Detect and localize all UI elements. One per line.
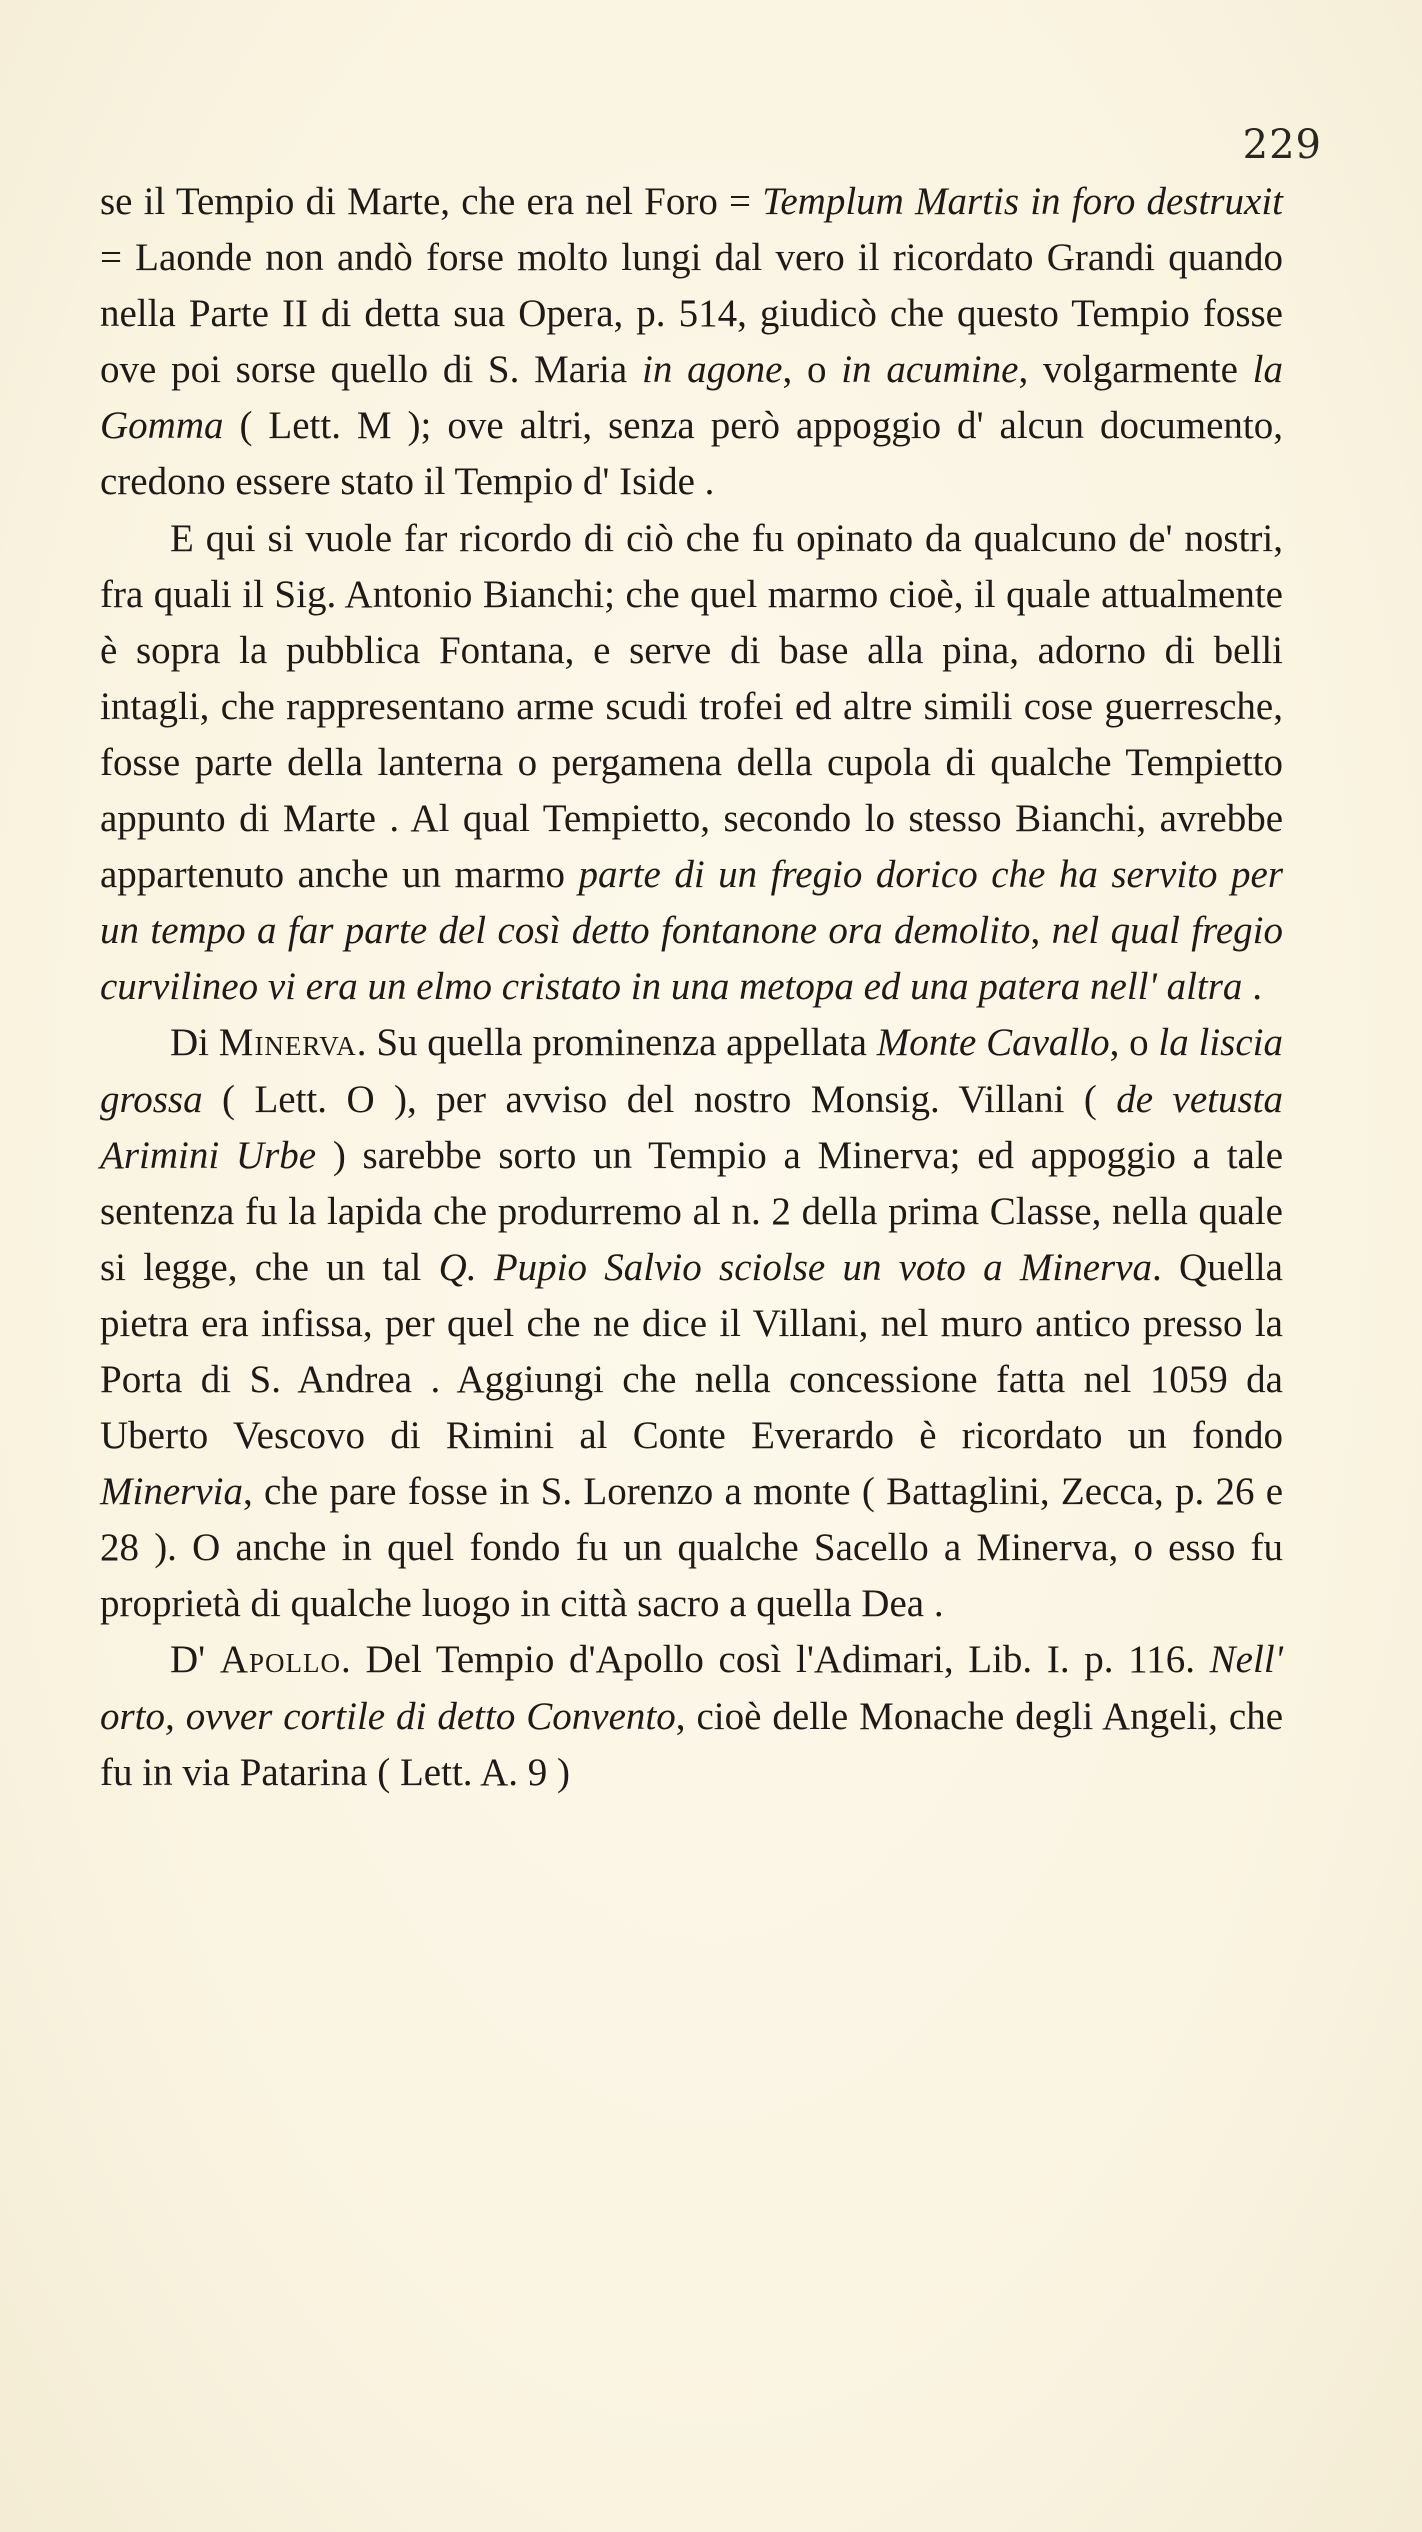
italic-text: Templum Martis in foro destruxit	[762, 180, 1283, 223]
small-caps-heading: Apollo	[219, 1638, 342, 1682]
text-run: se il Tempio di Marte, che era nel Foro =	[100, 180, 763, 223]
italic-text: in acumine	[841, 348, 1019, 392]
text-run: , che pare fosse in S. Lorenzo a monte ( Battaglini, Zecca, p. 26 e 28 ). O anche in quel fondo fu un qualche Sacello a Minerva, o esso fu proprietà di qualche luogo in città sacro a quella Dea .	[100, 1470, 1283, 1626]
italic-text: parte di un fregio dorico che ha servito per un tempo a far parte del così detto fontanone ora demolito	[100, 853, 1283, 953]
italic-text: de vetusta Arimini Urbe	[100, 1077, 1283, 1177]
italic-text: Q. Pupio Salvio sciolse un voto a Minerva	[438, 1245, 1153, 1289]
italic-text: Minervia	[100, 1470, 243, 1514]
text-run: , cioè delle Monache degli Angeli, che fu in via Patarina ( Lett. A. 9 )	[100, 1694, 1283, 1794]
italic-text: in agone	[642, 348, 783, 392]
text-run: D'	[170, 1638, 220, 1682]
italic-text: Nell' orto, ovver cortile di detto Convento	[100, 1638, 1283, 1738]
italic-text: la liscia grossa	[100, 1021, 1283, 1121]
paragraph	[100, 174, 1283, 511]
text-run: ( Lett. O ), per avviso del nostro Monsig. Villani (	[202, 1077, 1117, 1121]
text-run: = Laonde non andò forse molto lungi dal vero il ricordato Grandi quando nella Parte II di detta sua Opera, p. 514, giudicò che questo Tempio fosse ove poi sorse quello di S. Maria	[100, 236, 1283, 392]
text-run: ,	[1030, 909, 1052, 953]
paragraph	[100, 1632, 1283, 1800]
text-run: ( Lett. M ); ove altri, senza però appoggio d' alcun documento, credono essere stato il Tempio d' Iside .	[100, 404, 1283, 504]
italic-text: Monte Cavallo	[876, 1021, 1110, 1065]
body-text	[100, 174, 1283, 1801]
text-run: , volgarmente	[1018, 348, 1253, 392]
text-run: , o	[1109, 1021, 1159, 1065]
text-run: Di	[170, 1021, 219, 1065]
text-run: , o	[782, 348, 842, 392]
italic-text: la Gomma	[100, 348, 1283, 448]
text-run: ) sarebbe sorto un Tempio a Minerva; ed appoggio a tale sentenza fu la lapida che produrremo al n. 2 della prima Classe, nella quale si legge, che un tal	[100, 1133, 1284, 1289]
paragraph	[100, 1015, 1283, 1632]
text-run: . Quella pietra era infissa, per quel che ne dice il Villani, nel muro antico presso la Porta di S. Andrea . Aggiungi che nella concessione fatta nel 1059 da Uberto Vescovo di Rimini al Conte Everardo è ricordato un fondo	[100, 1245, 1283, 1458]
small-caps-heading: Minerva	[218, 1021, 357, 1065]
page-number: 229	[1242, 122, 1322, 168]
text-run: E qui si vuole far ricordo di ciò che fu opinato da qualcuno de' nostri, fra quali il Sig. Antonio Bianchi; che quel marmo cioè, il quale attualmente è sopra la pubblica Fontana, e serve di base alla pina, adorno di belli intagli, che rappresentano arme scudi trofei ed altre simili cose guerresche, fosse parte della lanterna o pergamena della cupola di qualche Tempietto appunto di Marte . Al qual Tempietto, secondo lo stesso Bianchi, avrebbe appartenuto anche un marmo	[100, 516, 1283, 897]
text-run: .	[1242, 965, 1262, 1009]
text-run: . Del Tempio d'Apollo così l'Adimari, Lib. I. p. 116.	[341, 1638, 1210, 1682]
paragraph	[100, 511, 1283, 1016]
text-run: . Su quella prominenza appellata	[356, 1021, 877, 1065]
italic-text: nel qual fregio curvilineo vi era un elmo cristato in una metopa ed una patera nell' altra	[100, 909, 1283, 1009]
